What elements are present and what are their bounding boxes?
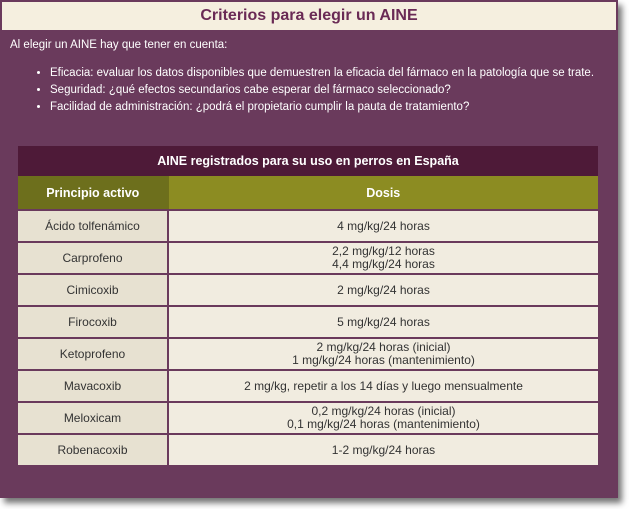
dose-cell: [168, 402, 598, 434]
table-row: [18, 242, 598, 274]
column-header-dosis: Dosis: [168, 176, 598, 210]
intro-text: Al elegir un AINE hay que tener en cuenta:: [10, 39, 228, 51]
drug-name-cell: Meloxicam: [18, 402, 168, 434]
criteria-item-eficacia: • Eficacia: evaluar los datos disponibles que demuestren la eficacia del fármaco en la patología que se trate.: [50, 66, 610, 81]
dose-cell: [168, 338, 598, 370]
drug-name-cell: Robenacoxib: [18, 434, 168, 465]
table-body: [18, 210, 598, 465]
dose-line: 2 mg/kg/24 horas: [337, 282, 430, 297]
dose-cell: [168, 274, 598, 306]
drug-name-cell: Mavacoxib: [18, 370, 168, 402]
dose-cell: [168, 434, 598, 465]
criteria-item-seguridad: • Seguridad: ¿qué efectos secundarios cabe esperar del fármaco seleccionado?: [50, 83, 610, 98]
table-row: [18, 306, 598, 338]
aine-table-container: [18, 146, 598, 465]
table-row: [18, 402, 598, 434]
dose-line: 1 mg/kg/24 horas (mantenimiento): [292, 353, 475, 367]
drug-name-cell: Firocoxib: [18, 306, 168, 338]
table-row: [18, 338, 598, 370]
drug-name-cell: Cimicoxib: [18, 274, 168, 306]
table-row: [18, 434, 598, 465]
column-header-principio: Principio activo: [18, 176, 168, 210]
drug-name-cell: Ketoprofeno: [18, 338, 168, 370]
dose-line: 5 mg/kg/24 horas: [337, 314, 430, 329]
table-row: [18, 274, 598, 306]
dose-line: 4,4 mg/kg/24 horas: [332, 257, 435, 271]
dose-line: 0,2 mg/kg/24 horas (inicial): [311, 404, 456, 418]
page-title: Criterios para elegir un AINE: [2, 2, 616, 30]
dose-line: 2 mg/kg, repetir a los 14 días y luego mensualmente: [244, 378, 523, 393]
criteria-item-facilidad: • Facilidad de administración: ¿podrá el propietario cumplir la pauta de tratamiento?: [50, 100, 610, 115]
dose-line: 2,2 mg/kg/12 horas: [332, 244, 435, 258]
criteria-list: [34, 66, 610, 117]
aine-table: [18, 146, 598, 465]
table-caption: AINE registrados para su uso en perros en España: [18, 146, 598, 176]
drug-name-cell: Ácido tolfenámico: [18, 210, 168, 242]
table-row: [18, 370, 598, 402]
dose-cell: [168, 210, 598, 242]
dose-cell: [168, 370, 598, 402]
dose-line: 2 mg/kg/24 horas (inicial): [316, 340, 451, 354]
drug-name-cell: Carprofeno: [18, 242, 168, 274]
dose-line: 4 mg/kg/24 horas: [337, 218, 430, 233]
table-row: [18, 210, 598, 242]
dose-line: 1-2 mg/kg/24 horas: [331, 442, 436, 457]
dose-cell: [168, 242, 598, 274]
dose-cell: [168, 306, 598, 338]
dose-line: 0,1 mg/kg/24 horas (mantenimiento): [287, 417, 480, 431]
